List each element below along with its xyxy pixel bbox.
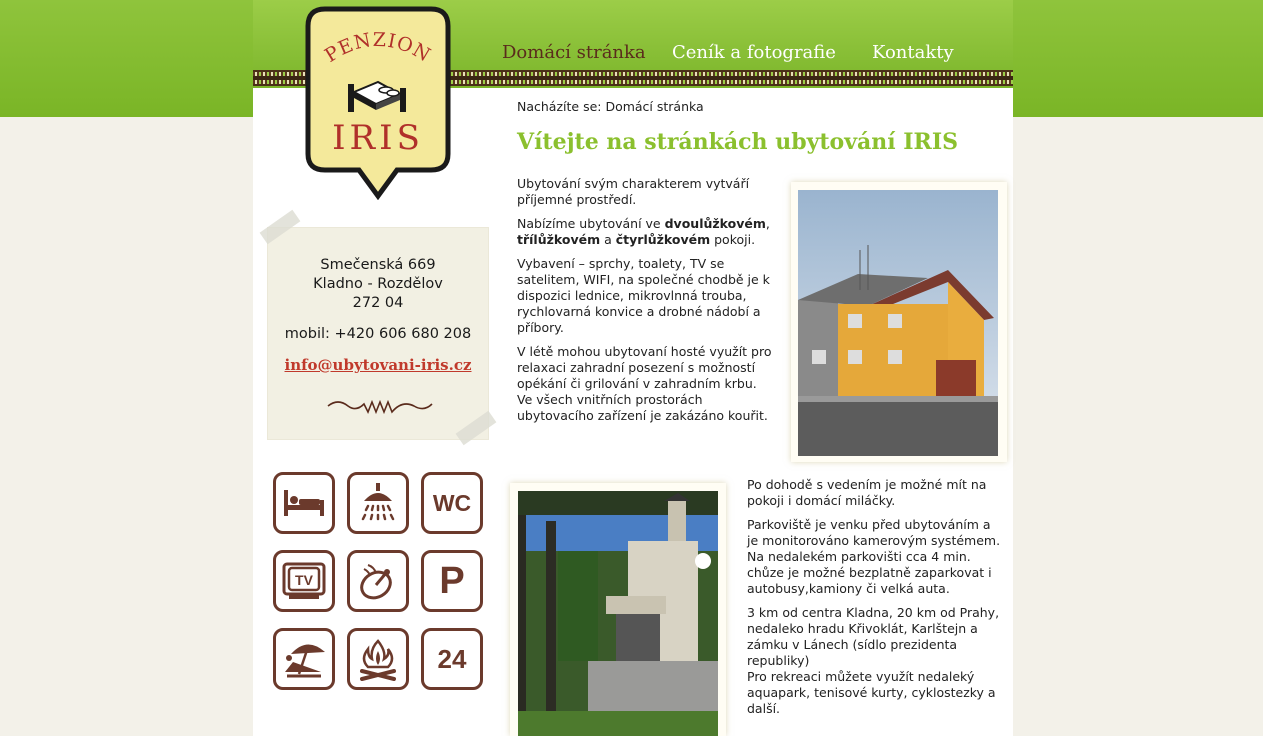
room-type-quad: čtyrlůžkovém [615,232,711,247]
nav-contacts[interactable]: Kontakty [872,42,954,63]
wc-icon: WC [421,472,483,534]
summer-paragraph: V létě mohou ubytovaní hosté využít pro relaxaci zahradní posezení s možností opékání či grilování v zahradním krbu. Ve všech vnitřních prostorách ubytovacího zařízení je zakázáno kouřit. [517,344,772,423]
tv-label: TV [295,572,313,588]
address-card [268,228,488,439]
logo-text-top: PENZION [321,28,435,67]
pets-paragraph: Po dohodě s vedením je možné mít na pokoji i domácí miláčky. [747,477,987,508]
logo-text-bottom: IRIS [332,118,424,158]
nav-home[interactable]: Domácí stránka [502,42,646,63]
page-container [253,0,1013,736]
parking-icon: P [421,550,483,612]
address-street: Smečenská 669 [320,257,436,273]
ornament-flourish-icon [326,396,434,416]
equipment-paragraph: Vybavení – sprchy, toalety, TV se satelitem, WIFI, na společné chodbě je k dispozici lednice, mikrovlnná trouba, rychlovarná konvice a drobné nádobí a příbory. [517,256,770,335]
nonstop-24-icon: 24 [421,628,483,690]
address-city: Kladno - Rozdělov [313,276,443,292]
house-photo[interactable] [791,182,1007,462]
intro-text [517,176,772,432]
satellite-dish-icon [347,550,409,612]
page-title: Vítejte na stránkách ubytování IRIS [517,129,959,155]
mobile-number: mobil: +420 606 680 208 [284,326,472,342]
parking-paragraph: Parkoviště je venku před ubytováním a je monitorováno kamerovým systémem. Na nedalekém parkovišti cca 4 min. chůze je možné bezplatně zaparkovat i autobusy,kamiony či velká auta. [747,517,1001,596]
room-type-triple: třílůžkovém [517,232,601,247]
logo[interactable] [305,6,451,200]
tape-decoration [456,411,497,445]
tv-icon [273,550,335,612]
nav-pricing-photos[interactable]: Ceník a fotografie [672,42,836,63]
address-zip: 272 04 [352,295,404,311]
location-paragraph: 3 km od centra Kladna, 20 km od Prahy, nedaleko hradu Křivoklát, Karlštejn a zámku v Lánech (sídlo prezidenta republiky) [747,605,1000,668]
more-info-text [747,477,1001,725]
recreation-paragraph: Pro rekreaci můžete využít nedaleký aquapark, tenisové kurty, cyklostezky a další. [747,669,996,716]
bed-icon [273,472,335,534]
room-type-double: dvoulůžkovém [664,216,766,231]
email-link[interactable]: info@ubytovani-iris.cz [284,356,472,374]
room-types-paragraph: Nabízíme ubytování ve dvoulůžkovém, třílůžkovém a čtyrlůžkovém pokoji. [517,216,770,247]
shower-icon [347,472,409,534]
breadcrumb: Nacházíte se: Domácí stránka [517,99,704,114]
campfire-icon [347,628,409,690]
garden-photo[interactable] [510,483,726,736]
sun-lounger-icon [273,628,335,690]
intro-paragraph: Ubytování svým charakterem vytváří příjemné prostředí. [517,176,750,207]
